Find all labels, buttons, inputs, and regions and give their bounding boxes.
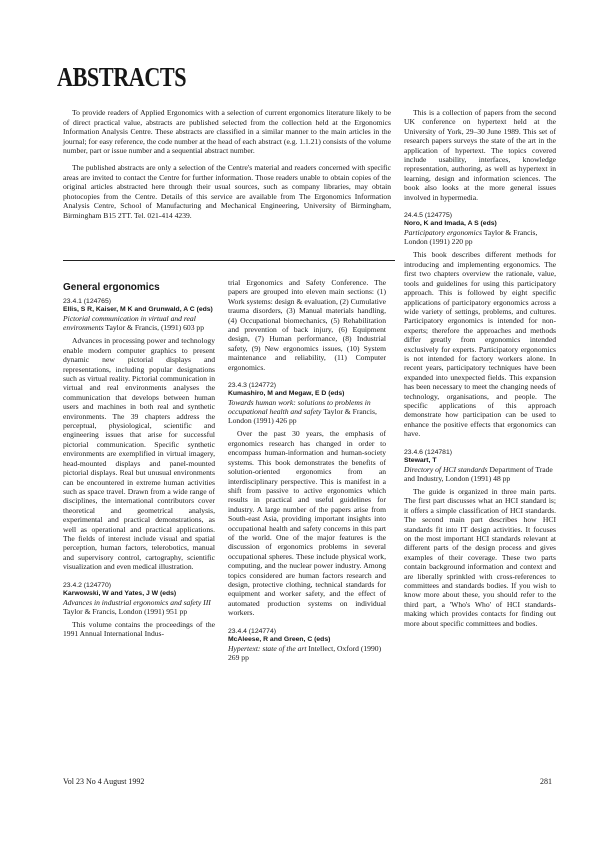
- abstract-code: 23.4.4 (124774): [228, 627, 276, 635]
- abstract-text: The guide is organized in three main parts. The first part discusses what an HCI standard is; it offers a simple classification of HCI standards. The second main part describes how HCI standards fit into IT design activities. It focuses on the most important HCI standards relevant at different parts of the design process and gives examples of their coverage. These two parts contain background information and context and are liberally sprinkled with cross-references to committees and standards bodies. If you wish to know more about these, you should refer to the third part, a 'Who's Who' of HCI standards-making which provides contacts for finding out more about specific committees and bodies.: [404, 487, 556, 628]
- abstract-entry: [228, 628, 386, 662]
- abstract-continuation: [228, 278, 386, 372]
- abstract-text: This is a collection of papers from the second UK conference on hypertext held at the University of York, 29–30 June 1989. This set of research papers surveys the state of the art in the application of hypertext. The topics covered include usability, interfaces, knowledge representation, authoring, as well as hypertext in learning, design and information sciences. The book also looks at the more general issues involved in hypermedia.: [404, 108, 556, 202]
- section-heading: General ergonomics: [63, 282, 160, 293]
- abstract-entry: [404, 212, 556, 439]
- abstract-title: Advances in industrial ergonomics and safety III: [63, 597, 211, 607]
- abstract-title: Hypertext: state of the art: [228, 644, 307, 653]
- abstract-publisher: Taylor & Francis, London (1991) 951 pp: [63, 606, 188, 616]
- abstract-code: 23.4.6 (124781): [404, 448, 452, 456]
- footer-page-number: 281: [540, 777, 552, 786]
- abstract-citation: [404, 228, 556, 246]
- abstract-citation: [228, 644, 386, 662]
- abstract-entry: [63, 582, 215, 639]
- abstract-text: Over the past 30 years, the emphasis of ergonomics research has changed in order to encompass human-information and human-society systems. This book demonstrates the benefits of solution-oriented ergonomics from an interdisciplinary perspective. This is manifest in a shift from passive to active ergonomics which results in practical and useful guidelines for industry. A large number of the papers arise from South-east Asia, providing important insights into occupational health and safety concerns in this part of the world. One of the major features is the discussion of ergonomics problems in several occupational spheres. These include physical work, computing, and the nuclear power industry. Among topics considered are human factors research and design, protective clothing, technical standards for equipment and worker safety, and the effect of automated production systems on individual workers.: [228, 429, 386, 618]
- abstract-citation: [63, 314, 215, 332]
- abstract-entry: [63, 298, 215, 572]
- abstract-publisher: Intellect, Oxford (1990) 269 pp: [228, 644, 382, 662]
- abstract-authors: Karwowski, W and Yates, J W (eds): [63, 589, 177, 597]
- abstract-text: Advances in processing power and technology enable modern computer graphics to present dynamic new pictorial displays and representations, including popular designations such as virtual reality. Pictorial communication in virtual and real environments analyses the communication that develops between human users and machines in both real and synthetic environments. The 39 chapters address the perceptual, physiological, scientific and engineering issues that arise for successful pictorial communication. Specific synthetic environments are exemplified in virtual imagery, head-mounted displays and panel-mounted pictorial displays. Real but unusual environments can be encountered in extreme human activities such as space travel. Drawn from a wide range of disciplines, the international contributors cover theoretical and geometrical analysis, experimental and practical demonstrations, as well as operational and practical applications. The fields of interest include visual and spatial perception, human factors, telerobotics, manual and supervisory control, cartography, scientific visualization and even medical illustration.: [63, 336, 215, 572]
- abstract-authors: Stewart, T: [404, 456, 437, 464]
- intro: [63, 108, 391, 228]
- abstract-citation: [228, 398, 386, 425]
- abstract-title: Directory of HCI standards: [404, 465, 488, 474]
- abstract-authors: Ellis, S R, Kaiser, M K and Grunwald, A C (eds): [63, 306, 213, 313]
- abstract-title: Participatory ergonomics: [404, 228, 482, 238]
- abstract-text: This volume contains the proceedings of the 1991 Annual International Indus-: [63, 619, 215, 639]
- page-title: ABSTRACTS: [57, 62, 187, 92]
- abstract-authors: McAleese, R and Green, C (eds): [228, 635, 331, 643]
- abstract-authors: Noro, K and Imada, A S (eds): [404, 220, 497, 228]
- abstract-publisher: Department of Trade and Industry, London (1991) 48 pp: [404, 465, 553, 483]
- abstract-title: Pictorial communication in virtual and real environments: [63, 314, 196, 333]
- section-divider: [63, 260, 395, 261]
- footer-volume-info: Vol 23 No 4 August 1992: [63, 777, 145, 786]
- abstract-citation: [404, 465, 556, 483]
- abstract-authors: Kumashiro, M and Megaw, E D (eds): [228, 390, 345, 398]
- abstract-code: 23.4.2 (124770): [63, 581, 111, 589]
- abstract-publisher: Taylor & Francis, (1991) 603 pp: [103, 323, 204, 333]
- abstract-title: Towards human work: solutions to problems in occupational health and safety: [228, 398, 371, 417]
- column-3: [404, 108, 556, 638]
- abstract-publisher: Taylor & Francis, London (1991) 426 pp: [228, 407, 377, 426]
- abstract-text: trial Ergonomics and Safety Conference. The papers are grouped into eleven main sections: (1) Work systems: design & evaluation, (2) Cumulative trauma disorders, (3) Manual materials handling, (4) Occupational biomechanics, (5) Rehabilitation and prevention of back injury, (6) Equipment design, (7) Human performance, (8) Industrial safety, (9) New ergonomics issues, (10) System maintenance and reliability, (11) Computer ergonomics.: [228, 278, 386, 372]
- intro-paragraph-1: To provide readers of Applied Ergonomics with a selection of current ergonomics literature likely to be of direct practical value, abstracts are published selected from the collection held at the Ergonomics Information Analysis Centre. These abstracts are classified in a similar manner to the main articles in the journal; for easy reference, the code number at the head of each abstract (e.g. 1.1.21) consists of the volume number, part or issue number and a sequential abstract number.: [63, 108, 391, 156]
- column-2: [228, 278, 386, 672]
- abstract-entry: [404, 449, 556, 629]
- abstract-code: 23.4.1 (124765): [63, 298, 111, 305]
- abstract-entry: [228, 382, 386, 618]
- abstract-code: 23.4.3 (124772): [228, 382, 276, 390]
- abstract-citation: [63, 598, 215, 616]
- column-1: [63, 282, 215, 649]
- abstract-text: This book describes different methods for introducing and implementing ergonomics. The first two chapters overview the rationale, value, tools and guidelines for using this participatory approach. This is followed by eight specific applications of participatory ergonomics across a wide variety of settings, problems, and cultures. Participatory ergonomics is intended for non-experts; therefore the approaches and methods differ greatly from ergonomics intended exclusively for experts. Participatory ergonomics is not intended for factory workers alone. In recent years, participatory techniques have been expanded into unexpected fields. This expansion has been necessary to meet the changing needs of technology, organisations, and people. The specific applications of this approach demonstrate how participation can be used to enhance the positive effects that ergonomics can have.: [404, 250, 556, 439]
- abstract-publisher: Taylor & Francis, London (1991) 220 pp: [404, 228, 538, 247]
- abstract-continuation: [404, 108, 556, 202]
- intro-paragraph-2: The published abstracts are only a selection of the Centre's material and readers concerned with specific areas are invited to contact the Centre for further information. Those readers unable to obtain copies of the original articles abstracted here through their usual sources, such as company libraries, may obtain photocopies from the Centre. Details of this service are available from The Ergonomics Information Analysis Centre, School of Manufacturing and Mechanical Engineering, University of Birmingham, Birmingham B15 2TT. Tel. 021-414 4239.: [63, 162, 391, 220]
- abstract-code: 24.4.5 (124775): [404, 212, 452, 220]
